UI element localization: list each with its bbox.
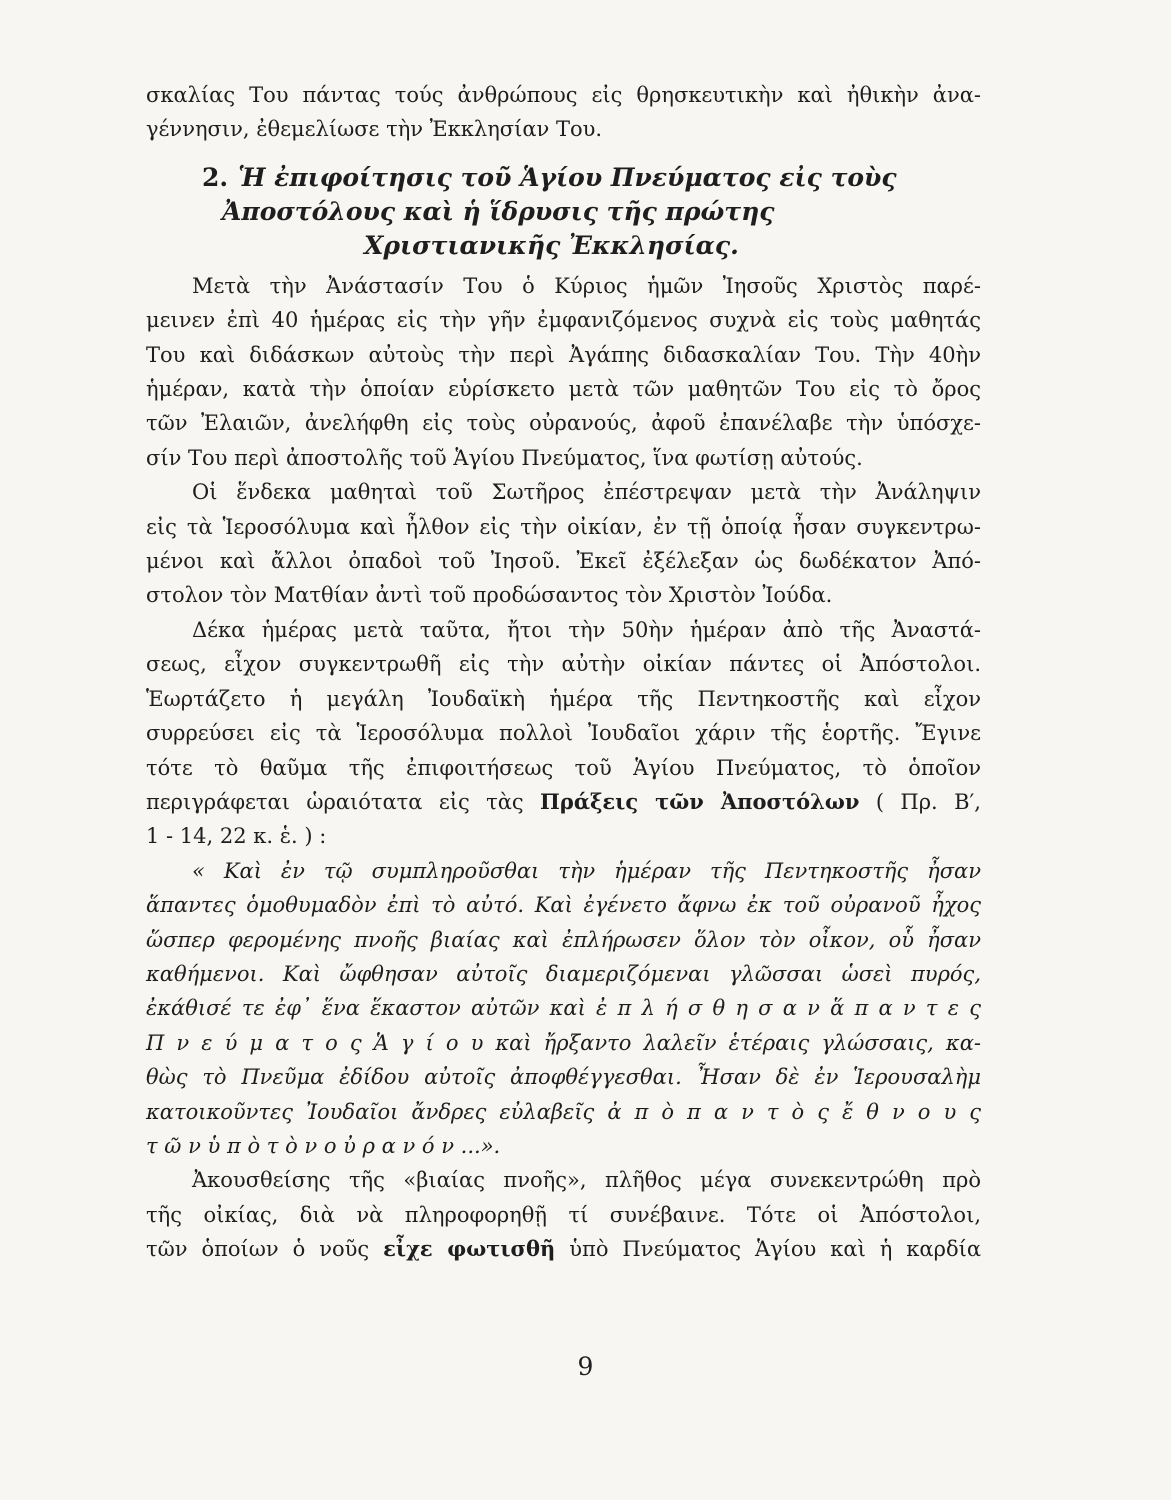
text-line: 1 - 14, 22 κ. ἑ. ) :: [146, 824, 327, 849]
quote-line: ἐκάθισέ τε ἐφ᾽ ἕνα ἕκαστον αὐτῶν καὶ ἐ π λ ή σ θ η σ α ν ἅ π α ν τ ε ς: [146, 996, 981, 1021]
text-line: Του καὶ διδάσκων αὐτοὺς τὴν περὶ Ἀγάπης διδασκαλίαν Του. Τὴν 40ὴν: [146, 342, 981, 367]
text-line: μένοι καὶ ἄλλοι ὀπαδοὶ τοῦ Ἰησοῦ. Ἐκεῖ ἐξέλεξαν ὡς δωδέκατον Ἀπό-: [146, 549, 981, 574]
text-line: στολον τὸν Ματθίαν ἀντὶ τοῦ προδώσαντος τὸν Χριστὸν Ἰούδα.: [146, 583, 833, 608]
text-line: τῶν Ἐλαιῶν, ἀνελήφθη εἰς τοὺς οὐρανούς, ἀφοῦ ἐπανέλαβε τὴν ὑπόσχε-: [146, 411, 981, 436]
text-line: εἰς τὰ Ἱεροσόλυμα καὶ ἦλθον εἰς τὴν οἰκίαν, ἐν τῇ ὁποίᾳ ἦσαν συγκεντρω-: [146, 514, 981, 539]
section-title-line: Ἀποστόλους καὶ ἡ ἵδρυσις τῆς πρώτης: [222, 196, 775, 226]
text-line: μεινεν ἐπὶ 40 ἡμέρας εἰς τὴν γῆν ἐμφανιζόμενος συχνὰ εἰς τοὺς μαθητάς: [146, 308, 981, 333]
emphasis-bold: εἶχε φωτισθῆ: [383, 1236, 556, 1262]
text-line: Ἀκουσθείσης τῆς «βιαίας πνοῆς», πλῆθος μέγα συνεκεντρώθη πρὸ: [192, 1168, 981, 1193]
text-line: [146, 1232, 981, 1266]
page-body: [146, 78, 981, 1267]
quote-line: ἅπαντες ὁμοθυμαδὸν ἐπὶ τὸ αὐτό. Καὶ ἐγένετο ἄφνω ἐκ τοῦ οὐρανοῦ ἦχος: [146, 893, 981, 918]
quote-line: « Καὶ ἐν τῷ συμπληροῦσθαι τὴν ἡμέραν τῆς Πεντηκοστῆς ἦσαν: [192, 858, 981, 883]
text-span: τῶν ὁποίων ὁ νοῦς: [146, 1237, 370, 1262]
section-number: 2.: [202, 162, 229, 192]
paragraph-crowd: [146, 1163, 981, 1266]
text-line: ἡμέραν, κατὰ τὴν ὁποίαν εὑρίσκετο μετὰ τῶν μαθητῶν Του εἰς τὸ ὄρος: [146, 377, 981, 402]
text-span: ὑπὸ Πνεύματος Ἁγίου καὶ ἡ καρδία: [569, 1237, 982, 1262]
text-span: περιγράφεται ὡραιότατα εἰς τὰς: [146, 789, 524, 814]
scripture-quote: [146, 854, 981, 1164]
section-heading-line-1: [146, 161, 981, 195]
text-line: γέννησιν, ἐθεμελίωσε τὴν Ἐκκλησίαν Του.: [146, 117, 603, 142]
quote-line: θὼς τὸ Πνεῦμα ἐδίδου αὐτοῖς ἀποφθέγγεσθαι. Ἦσαν δὲ ἐν Ἱερουσαλὴμ: [146, 1065, 981, 1090]
text-line: Ἑωρτάζετο ἡ μεγάλη Ἰουδαϊκὴ ἡμέρα τῆς Πεντηκοστῆς καὶ εἶχον: [146, 686, 981, 711]
text-line: σίν Του περὶ ἀποστολῆς τοῦ Ἁγίου Πνεύματος, ἵνα φωτίσῃ αὐτούς.: [146, 445, 863, 470]
text-line: [146, 785, 981, 819]
text-line: Δέκα ἡμέρας μετὰ ταῦτα, ἤτοι τὴν 50ὴν ἡμέραν ἀπὸ τῆς Ἀναστά-: [192, 617, 981, 642]
quote-line: κατοικοῦντες Ἰουδαῖοι ἄνδρες εὐλαβεῖς ἀ π ὸ π α ν τ ὸ ς ἔ θ ν ο υ ς: [146, 1099, 981, 1124]
carryover-paragraph: [146, 78, 981, 147]
acts-reference-bold: Πράξεις τῶν Ἀποστόλων: [540, 788, 860, 814]
text-line: συρρεύσει εἰς τὰ Ἱεροσόλυμα πολλοὶ Ἰουδαῖοι χάριν τῆς ἑορτῆς. Ἔγινε: [146, 721, 981, 746]
paragraph-ascension: [146, 269, 981, 475]
quote-line: τ ῶ ν ὑ π ὸ τ ὸ ν ο ὐ ρ α ν ό ν ...».: [146, 1133, 501, 1158]
section-title-line: Χριστιανικῆς Ἐκκλησίας.: [364, 230, 739, 260]
page-number: 9: [577, 1352, 594, 1381]
text-line: τότε τὸ θαῦμα τῆς ἐπιφοιτήσεως τοῦ Ἁγίου Πνεύματος, τὸ ὁποῖον: [146, 755, 981, 780]
section-title-line: Ἡ ἐπιφοίτησις τοῦ Ἁγίου Πνεύματος εἰς τοὺς: [238, 162, 897, 192]
text-line: τῆς οἰκίας, διὰ νὰ πληροφορηθῇ τί συνέβαινε. Τότε οἱ Ἀπόστολοι,: [146, 1202, 981, 1227]
text-line: Οἱ ἕνδεκα μαθηταὶ τοῦ Σωτῆρος ἐπέστρεψαν μετὰ τὴν Ἀνάληψιν: [192, 480, 981, 505]
section-heading: [146, 161, 981, 263]
quote-line: Π ν ε ύ μ α τ ο ς Ἁ γ ί ο υ καὶ ἤρξαντο λαλεῖν ἑτέραις γλώσσαις, κα-: [146, 1030, 981, 1055]
text-line: σκαλίας Του πάντας τούς ἀνθρώπους εἰς θρησκευτικὴν καὶ ἠθικὴν ἀνα-: [146, 83, 981, 107]
paragraph-matthias: [146, 475, 981, 613]
text-span: ( Πρ. Β′,: [875, 789, 981, 814]
text-line: Μετὰ τὴν Ἀνάστασίν Του ὁ Κύριος ἡμῶν Ἰησοῦς Χριστὸς παρέ-: [192, 273, 981, 298]
text-line: σεως, εἶχον συγκεντρωθῆ εἰς τὴν αὐτὴν οἰκίαν πάντες οἱ Ἀπόστολοι.: [146, 652, 981, 677]
paragraph-pentecost: [146, 613, 981, 854]
quote-line: ὥσπερ φερομένης πνοῆς βιαίας καὶ ἐπλήρωσεν ὅλον τὸν οἶκον, οὗ ἦσαν: [146, 927, 981, 952]
quote-line: καθήμενοι. Καὶ ὤφθησαν αὐτοῖς διαμεριζόμεναι γλῶσσαι ὡσεὶ πυρός,: [146, 961, 981, 986]
